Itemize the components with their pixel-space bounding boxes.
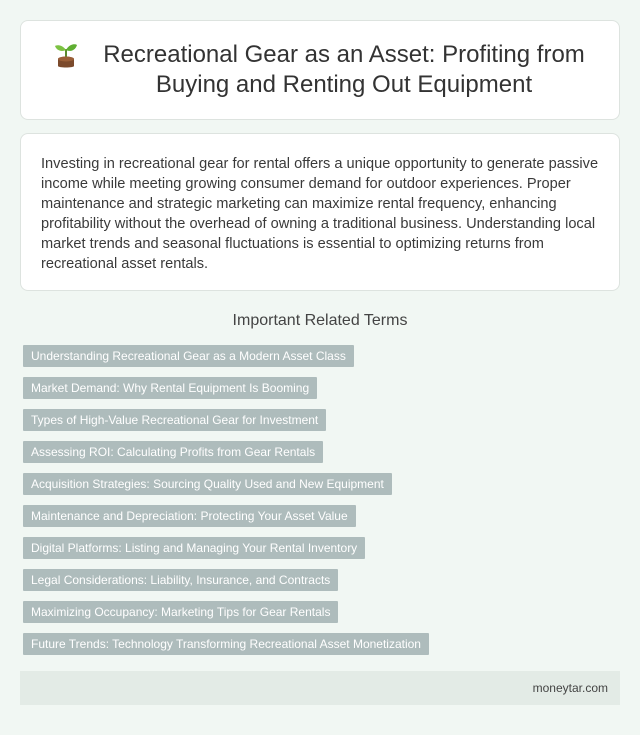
related-term-link[interactable]: Market Demand: Why Rental Equipment Is Booming (23, 377, 317, 399)
related-term-link[interactable]: Digital Platforms: Listing and Managing Your Rental Inventory (23, 537, 365, 559)
page-title: Recreational Gear as an Asset: Profiting from Buying and Renting Out Equipment (103, 41, 585, 98)
footer-site-name: moneytar.com (532, 681, 608, 695)
related-term-link[interactable]: Acquisition Strategies: Sourcing Quality Used and New Equipment (23, 473, 392, 495)
related-term-link[interactable]: Maximizing Occupancy: Marketing Tips for Gear Rentals (23, 601, 338, 623)
related-term-link[interactable]: Maintenance and Depreciation: Protecting Your Asset Value (23, 505, 356, 527)
related-terms-heading: Important Related Terms (232, 312, 408, 329)
related-term-link[interactable]: Types of High-Value Recreational Gear for Investment (23, 409, 326, 431)
related-term-link[interactable]: Legal Considerations: Liability, Insurance, and Contracts (23, 569, 338, 591)
related-term-link[interactable]: Future Trends: Technology Transforming Recreational Asset Monetization (23, 633, 429, 655)
footer (20, 671, 620, 705)
intro-paragraph: Investing in recreational gear for rental offers a unique opportunity to generate passive income while meeting growing consumer demand for outdoor experiences. Proper maintenance and strategic marketing can maximize rental frequency, enhancing profitability without the overhead of owning a traditional business. Understanding local market trends and seasonal fluctuations is essential to optimizing returns from recreational asset rentals. (41, 156, 599, 272)
title-card (20, 20, 620, 120)
title-wrap (21, 40, 619, 100)
related-term-link[interactable]: Assessing ROI: Calculating Profits from Gear Rentals (23, 441, 323, 463)
related-terms-list (23, 345, 623, 665)
related-term-link[interactable]: Understanding Recreational Gear as a Modern Asset Class (23, 345, 354, 367)
intro-card (20, 133, 620, 291)
sprout-icon (51, 40, 81, 70)
